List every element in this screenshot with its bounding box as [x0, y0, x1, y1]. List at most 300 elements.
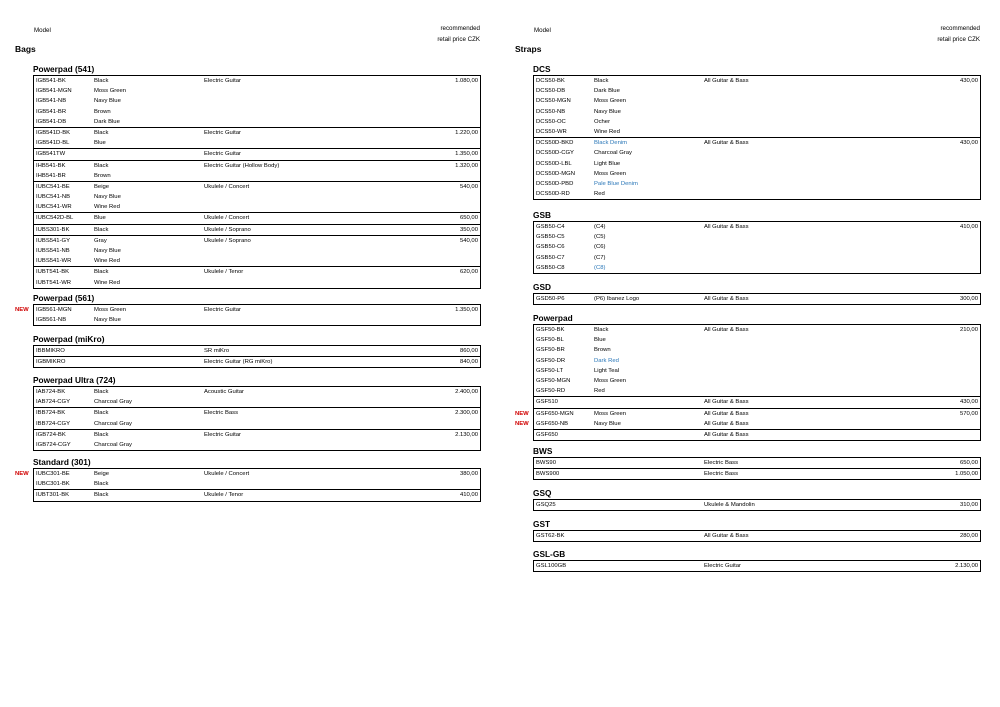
color-cell: Navy Blue [94, 317, 121, 324]
table-row [534, 366, 980, 376]
price-cell: 570,00 [959, 410, 978, 417]
product-table [533, 221, 981, 274]
use-cell: All Guitar & Bass [704, 410, 749, 417]
product-block [534, 325, 980, 397]
group-title: DCS [533, 64, 551, 74]
model-cell: IUBC541-NB [36, 194, 71, 201]
price-cell: 350,00 [459, 226, 478, 233]
color-cell: Blue [94, 140, 106, 147]
price-header-line1: recommended [940, 25, 980, 32]
price-header [900, 23, 980, 45]
model-cell: DCS50D-CGY [536, 150, 574, 157]
use-cell: Electric Guitar (RG miKro) [204, 359, 273, 366]
table-row [34, 419, 480, 429]
model-cell: DCS50-DB [536, 88, 566, 95]
table-row [34, 117, 480, 127]
product-block [534, 222, 980, 273]
model-cell: GSB50-C6 [536, 244, 565, 251]
use-cell: Electric Guitar [204, 431, 241, 438]
product-block [34, 357, 480, 367]
product-group [33, 334, 481, 368]
table-row [34, 192, 480, 202]
table-row [534, 76, 980, 86]
model-cell: BWS90 [536, 460, 556, 466]
model-cell: IGB541D-BK [36, 129, 71, 136]
table-row [34, 161, 480, 171]
price-cell: 280,00 [959, 533, 978, 539]
model-cell: IGB541-NB [36, 98, 67, 105]
model-cell: DCS50D-MGN [536, 170, 575, 177]
use-cell: Electric Guitar [204, 151, 241, 158]
product-block [34, 213, 480, 224]
model-cell: GSF50-RD [536, 388, 566, 395]
table-row [534, 294, 980, 304]
table-row [34, 96, 480, 106]
color-cell: Blue [94, 215, 106, 222]
price-cell: 410,00 [459, 492, 478, 499]
product-block [34, 182, 480, 214]
model-cell: DCS50D-BKD [536, 140, 574, 147]
product-table [33, 386, 481, 451]
model-cell: GSF50-MGN [536, 377, 571, 384]
price-cell: 1.350,00 [455, 151, 478, 158]
color-cell: Light Blue [594, 160, 621, 167]
product-block [34, 225, 480, 236]
product-block [34, 236, 480, 268]
product-block [34, 408, 480, 429]
table-row [534, 469, 980, 479]
color-cell: Red [594, 191, 605, 198]
color-cell: Moss Green [94, 307, 127, 313]
model-cell: DCS50D-PBD [536, 180, 574, 187]
price-cell: 1.350,00 [455, 307, 478, 313]
table-row [534, 117, 980, 127]
price-cell: 650,00 [959, 460, 978, 466]
model-header: Model [534, 27, 551, 34]
table-row [34, 346, 480, 356]
use-cell: Electric Guitar [704, 563, 741, 569]
price-header-line1: recommended [440, 25, 480, 32]
product-block [34, 149, 480, 160]
model-cell: GSB50-C7 [536, 254, 565, 261]
product-block [15, 469, 480, 490]
use-cell: All Guitar & Bass [704, 140, 749, 147]
product-block [34, 76, 480, 128]
use-cell: SR miKro [204, 348, 230, 354]
model-cell: DCS50-WR [536, 128, 567, 135]
model-cell: IGB561-MGN [36, 307, 72, 313]
table-row [534, 232, 980, 242]
model-cell: IUBS541-NB [36, 248, 70, 254]
model-cell: IUBC301-BK [36, 481, 70, 488]
table-row [534, 531, 980, 541]
use-cell: All Guitar & Bass [704, 420, 749, 427]
product-table [533, 560, 981, 572]
color-cell: Black [94, 162, 109, 169]
color-cell: Red [594, 388, 605, 395]
product-block [534, 294, 980, 304]
table-row [34, 430, 480, 440]
color-cell: Beige [94, 471, 110, 477]
price-cell: 2.300,00 [455, 410, 478, 417]
model-cell: IGB541-BR [36, 108, 67, 115]
product-table [533, 293, 981, 305]
group-title: GSL-GB [533, 549, 566, 559]
model-cell: IUBS301-BK [36, 226, 70, 233]
use-cell: All Guitar & Bass [704, 399, 749, 406]
model-cell: IGB724-CGY [36, 441, 71, 448]
product-block [34, 346, 480, 357]
model-cell: GSB50-C8 [536, 264, 565, 271]
use-cell: Electric Bass [204, 410, 239, 417]
table-row [34, 387, 480, 397]
new-badge: NEW [515, 420, 529, 427]
price-cell: 1.220,00 [455, 129, 478, 136]
model-cell: IHB541-BK [36, 162, 66, 169]
use-cell: Ukulele / Concert [204, 471, 250, 477]
color-cell: Charcoal Gray [594, 150, 632, 157]
group-title: GSB [533, 210, 551, 220]
product-table [15, 468, 481, 502]
table-row [534, 86, 980, 96]
model-cell: IBBMIKRO [36, 348, 65, 354]
model-cell: IGB541TW [36, 151, 66, 158]
product-group [15, 293, 481, 326]
model-cell: IGB541-MGN [36, 88, 72, 95]
model-cell: DCS50-MGN [536, 98, 571, 105]
category-title: Straps [515, 44, 542, 54]
color-cell: (P6) Ibanez Logo [594, 296, 640, 302]
use-cell: Ukulele & Mandolin [704, 502, 755, 508]
table-row [515, 419, 980, 429]
product-group [33, 375, 481, 451]
table-row [34, 236, 480, 246]
product-table [515, 324, 981, 441]
product-group [533, 446, 981, 480]
product-block [34, 267, 480, 287]
product-block [534, 561, 980, 571]
price-cell: 1.050,00 [955, 471, 978, 478]
model-cell: DCS50D-RD [536, 191, 570, 198]
color-cell: Black [94, 389, 109, 395]
color-cell: Black [94, 481, 109, 488]
color-cell: Brown [594, 347, 611, 354]
use-cell: All Guitar & Bass [704, 224, 749, 230]
color-cell: Moss Green [594, 410, 627, 417]
model-cell: IGB724-BK [36, 431, 66, 438]
model-cell: GSB50-C4 [536, 224, 565, 230]
color-cell: Light Teal [594, 367, 620, 374]
table-row [34, 76, 480, 86]
table-row [34, 225, 480, 235]
table-row [534, 263, 980, 273]
model-cell: GSF650-MGN [536, 410, 574, 417]
model-cell: DCS50-NB [536, 108, 566, 115]
product-group [533, 549, 981, 572]
model-cell: GSF50-BR [536, 347, 565, 354]
table-row [34, 357, 480, 367]
group-title: BWS [533, 446, 553, 456]
table-row [534, 458, 980, 468]
color-cell: Charcoal Gray [94, 399, 132, 406]
product-block [534, 469, 980, 479]
product-table [33, 345, 481, 368]
model-cell: IUBT541-WR [36, 279, 72, 286]
table-row [34, 128, 480, 138]
group-title: Powerpad [533, 313, 573, 323]
product-group [533, 488, 981, 511]
product-table [533, 75, 981, 200]
table-row [34, 408, 480, 418]
price-cell: 1.320,00 [455, 162, 478, 169]
group-title: Powerpad (miKro) [33, 334, 105, 344]
product-group [15, 457, 481, 502]
model-cell: IUBC541-WR [36, 204, 72, 211]
color-cell: Black Denim [594, 140, 628, 147]
use-cell: Ukulele / Concert [204, 183, 250, 190]
price-cell: 430,00 [959, 140, 978, 147]
model-cell: GSF510 [536, 399, 558, 406]
table-row [15, 469, 480, 479]
group-title: GSD [533, 282, 551, 292]
table-row [534, 242, 980, 252]
product-group [533, 64, 981, 200]
color-cell: Ocher [594, 118, 611, 125]
price-header-line2: retail price CZK [937, 36, 980, 43]
new-badge: NEW [15, 307, 29, 313]
table-row [34, 278, 480, 288]
model-cell: GST62-BK [536, 533, 565, 539]
color-cell: Black [594, 78, 609, 84]
table-row [534, 96, 980, 106]
table-row [534, 325, 980, 335]
use-cell: All Guitar & Bass [704, 78, 749, 84]
table-row [34, 315, 480, 325]
use-cell: Electric Guitar [204, 129, 241, 136]
color-cell: Navy Blue [94, 248, 121, 254]
table-row [534, 397, 980, 407]
price-cell: 300,00 [959, 296, 978, 302]
color-cell: Black [94, 410, 109, 417]
table-row [534, 356, 980, 366]
color-cell: Moss Green [594, 377, 627, 384]
table-row [534, 386, 980, 396]
color-cell: Wine Red [594, 128, 620, 135]
use-cell: Ukulele / Soprano [204, 237, 251, 244]
product-group [33, 64, 481, 289]
color-cell: Navy Blue [94, 98, 121, 105]
table-row [534, 138, 980, 148]
product-block [534, 76, 980, 138]
color-cell: Navy Blue [94, 194, 121, 201]
product-table [533, 457, 981, 480]
color-cell: Black [94, 129, 109, 136]
model-cell: IGBMIKRO [36, 359, 66, 366]
use-cell: Ukulele / Tenor [204, 492, 244, 499]
table-row [34, 397, 480, 407]
model-cell: IGB541-BK [36, 78, 66, 84]
price-cell: 430,00 [959, 399, 978, 406]
table-row [534, 169, 980, 179]
product-block [34, 128, 480, 149]
product-block [34, 387, 480, 408]
table-row [534, 189, 980, 199]
product-group [515, 313, 981, 441]
product-group [533, 210, 981, 274]
color-cell: (C8) [594, 264, 606, 271]
product-block [34, 161, 480, 182]
model-cell: IGB561-NB [36, 317, 67, 324]
table-row [534, 127, 980, 137]
model-cell: IAB724-CGY [36, 399, 71, 406]
use-cell: Electric Guitar (Hollow Body) [204, 162, 280, 169]
model-cell: IBB724-BK [36, 410, 66, 417]
product-block [534, 430, 980, 440]
price-cell: 650,00 [459, 215, 478, 222]
table-row [15, 305, 480, 315]
price-cell: 430,00 [959, 78, 978, 84]
product-block [34, 490, 480, 500]
table-row [34, 267, 480, 277]
color-cell: Blue [594, 337, 606, 344]
new-badge: NEW [515, 410, 529, 417]
price-cell: 620,00 [459, 269, 478, 276]
price-cell: 410,00 [959, 224, 978, 230]
price-cell: 310,00 [959, 502, 978, 508]
use-cell: Ukulele / Concert [204, 215, 250, 222]
model-header: Model [34, 27, 51, 34]
use-cell: All Guitar & Bass [704, 296, 749, 302]
model-cell: DCS50-BK [536, 78, 565, 84]
model-cell: IAB724-BK [36, 389, 66, 395]
table-row [515, 409, 980, 419]
color-cell: Black [94, 492, 109, 499]
table-row [34, 213, 480, 223]
color-cell: Black [94, 431, 109, 438]
color-cell: Wine Red [94, 204, 120, 211]
color-cell: Navy Blue [594, 420, 621, 427]
color-cell: Black [594, 327, 609, 333]
color-cell: Brown [94, 108, 111, 115]
model-cell: IUBS541-GY [36, 237, 71, 244]
product-block [534, 397, 980, 408]
use-cell: Electric Bass [704, 471, 739, 478]
group-title: Standard (301) [33, 457, 91, 467]
price-cell: 2.130,00 [955, 563, 978, 569]
model-cell: IHB541-BR [36, 172, 66, 179]
color-cell: Gray [94, 237, 107, 244]
color-cell: Black [94, 78, 109, 84]
price-header-line2: retail price CZK [437, 36, 480, 43]
model-cell: DCS50D-LBL [536, 160, 572, 167]
model-cell: BWS900 [536, 471, 560, 478]
table-row [34, 440, 480, 450]
price-cell: 210,00 [959, 327, 978, 333]
color-cell: Dark Red [594, 357, 619, 364]
product-group [533, 519, 981, 542]
product-table [533, 530, 981, 542]
use-cell: Electric Guitar [204, 78, 241, 84]
product-table [15, 304, 481, 326]
table-row [534, 148, 980, 158]
color-cell: (C4) [594, 224, 606, 230]
table-row [34, 479, 480, 489]
table-row [534, 179, 980, 189]
use-cell: Ukulele / Tenor [204, 269, 244, 276]
color-cell: Dark Blue [94, 118, 120, 125]
group-title: Powerpad (561) [33, 293, 95, 303]
model-cell: IUBC541-BE [36, 183, 70, 190]
group-title: GST [533, 519, 551, 529]
color-cell: Moss Green [594, 170, 627, 177]
product-table [33, 75, 481, 289]
product-group [533, 282, 981, 305]
color-cell: (C5) [594, 234, 606, 241]
color-cell: Wine Red [94, 258, 120, 265]
table-row [534, 253, 980, 263]
price-cell: 2.130,00 [455, 431, 478, 438]
price-cell: 2.400,00 [455, 389, 478, 395]
model-cell: IUBT541-BK [36, 269, 70, 276]
product-block [34, 430, 480, 450]
model-cell: IUBC542D-BL [36, 215, 74, 222]
new-badge: NEW [15, 471, 29, 477]
color-cell: (C7) [594, 254, 606, 261]
use-cell: Ukulele / Soprano [204, 226, 251, 233]
price-header [400, 23, 480, 45]
table-row [534, 345, 980, 355]
model-cell: GSB50-C5 [536, 234, 565, 241]
color-cell: Brown [94, 172, 111, 179]
model-cell: GSF650-NB [536, 420, 569, 427]
price-cell: 540,00 [459, 183, 478, 190]
use-cell: All Guitar & Bass [704, 431, 749, 438]
table-row [34, 182, 480, 192]
price-cell: 380,00 [459, 471, 478, 477]
table-row [34, 490, 480, 500]
use-cell: Electric Bass [704, 460, 739, 466]
product-block [15, 305, 480, 325]
color-cell: Pale Blue Denim [594, 180, 638, 187]
product-block [534, 138, 980, 199]
model-cell: GSD50-P6 [536, 296, 565, 302]
table-row [34, 202, 480, 212]
table-row [534, 335, 980, 345]
use-cell: Acoustic Guitar [204, 389, 244, 395]
product-block [534, 500, 980, 510]
table-row [534, 500, 980, 510]
table-row [534, 376, 980, 386]
table-row [34, 86, 480, 96]
price-cell: 840,00 [459, 359, 478, 366]
model-cell: IGB541-DB [36, 118, 67, 125]
use-cell: All Guitar & Bass [704, 533, 749, 539]
model-cell: GSF50-LT [536, 367, 564, 374]
product-block [515, 409, 980, 430]
table-row [534, 159, 980, 169]
price-cell: 1.080,00 [455, 78, 478, 84]
color-cell: Dark Blue [594, 88, 620, 95]
model-cell: IBB724-CGY [36, 420, 71, 427]
color-cell: Black [94, 269, 109, 276]
color-cell: Black [94, 226, 109, 233]
model-cell: IUBT301-BK [36, 492, 70, 499]
table-row [34, 107, 480, 117]
category-title: Bags [15, 44, 36, 54]
color-cell: Navy Blue [594, 108, 621, 115]
model-cell: GSL100GB [536, 563, 567, 569]
color-cell: Moss Green [94, 88, 127, 95]
